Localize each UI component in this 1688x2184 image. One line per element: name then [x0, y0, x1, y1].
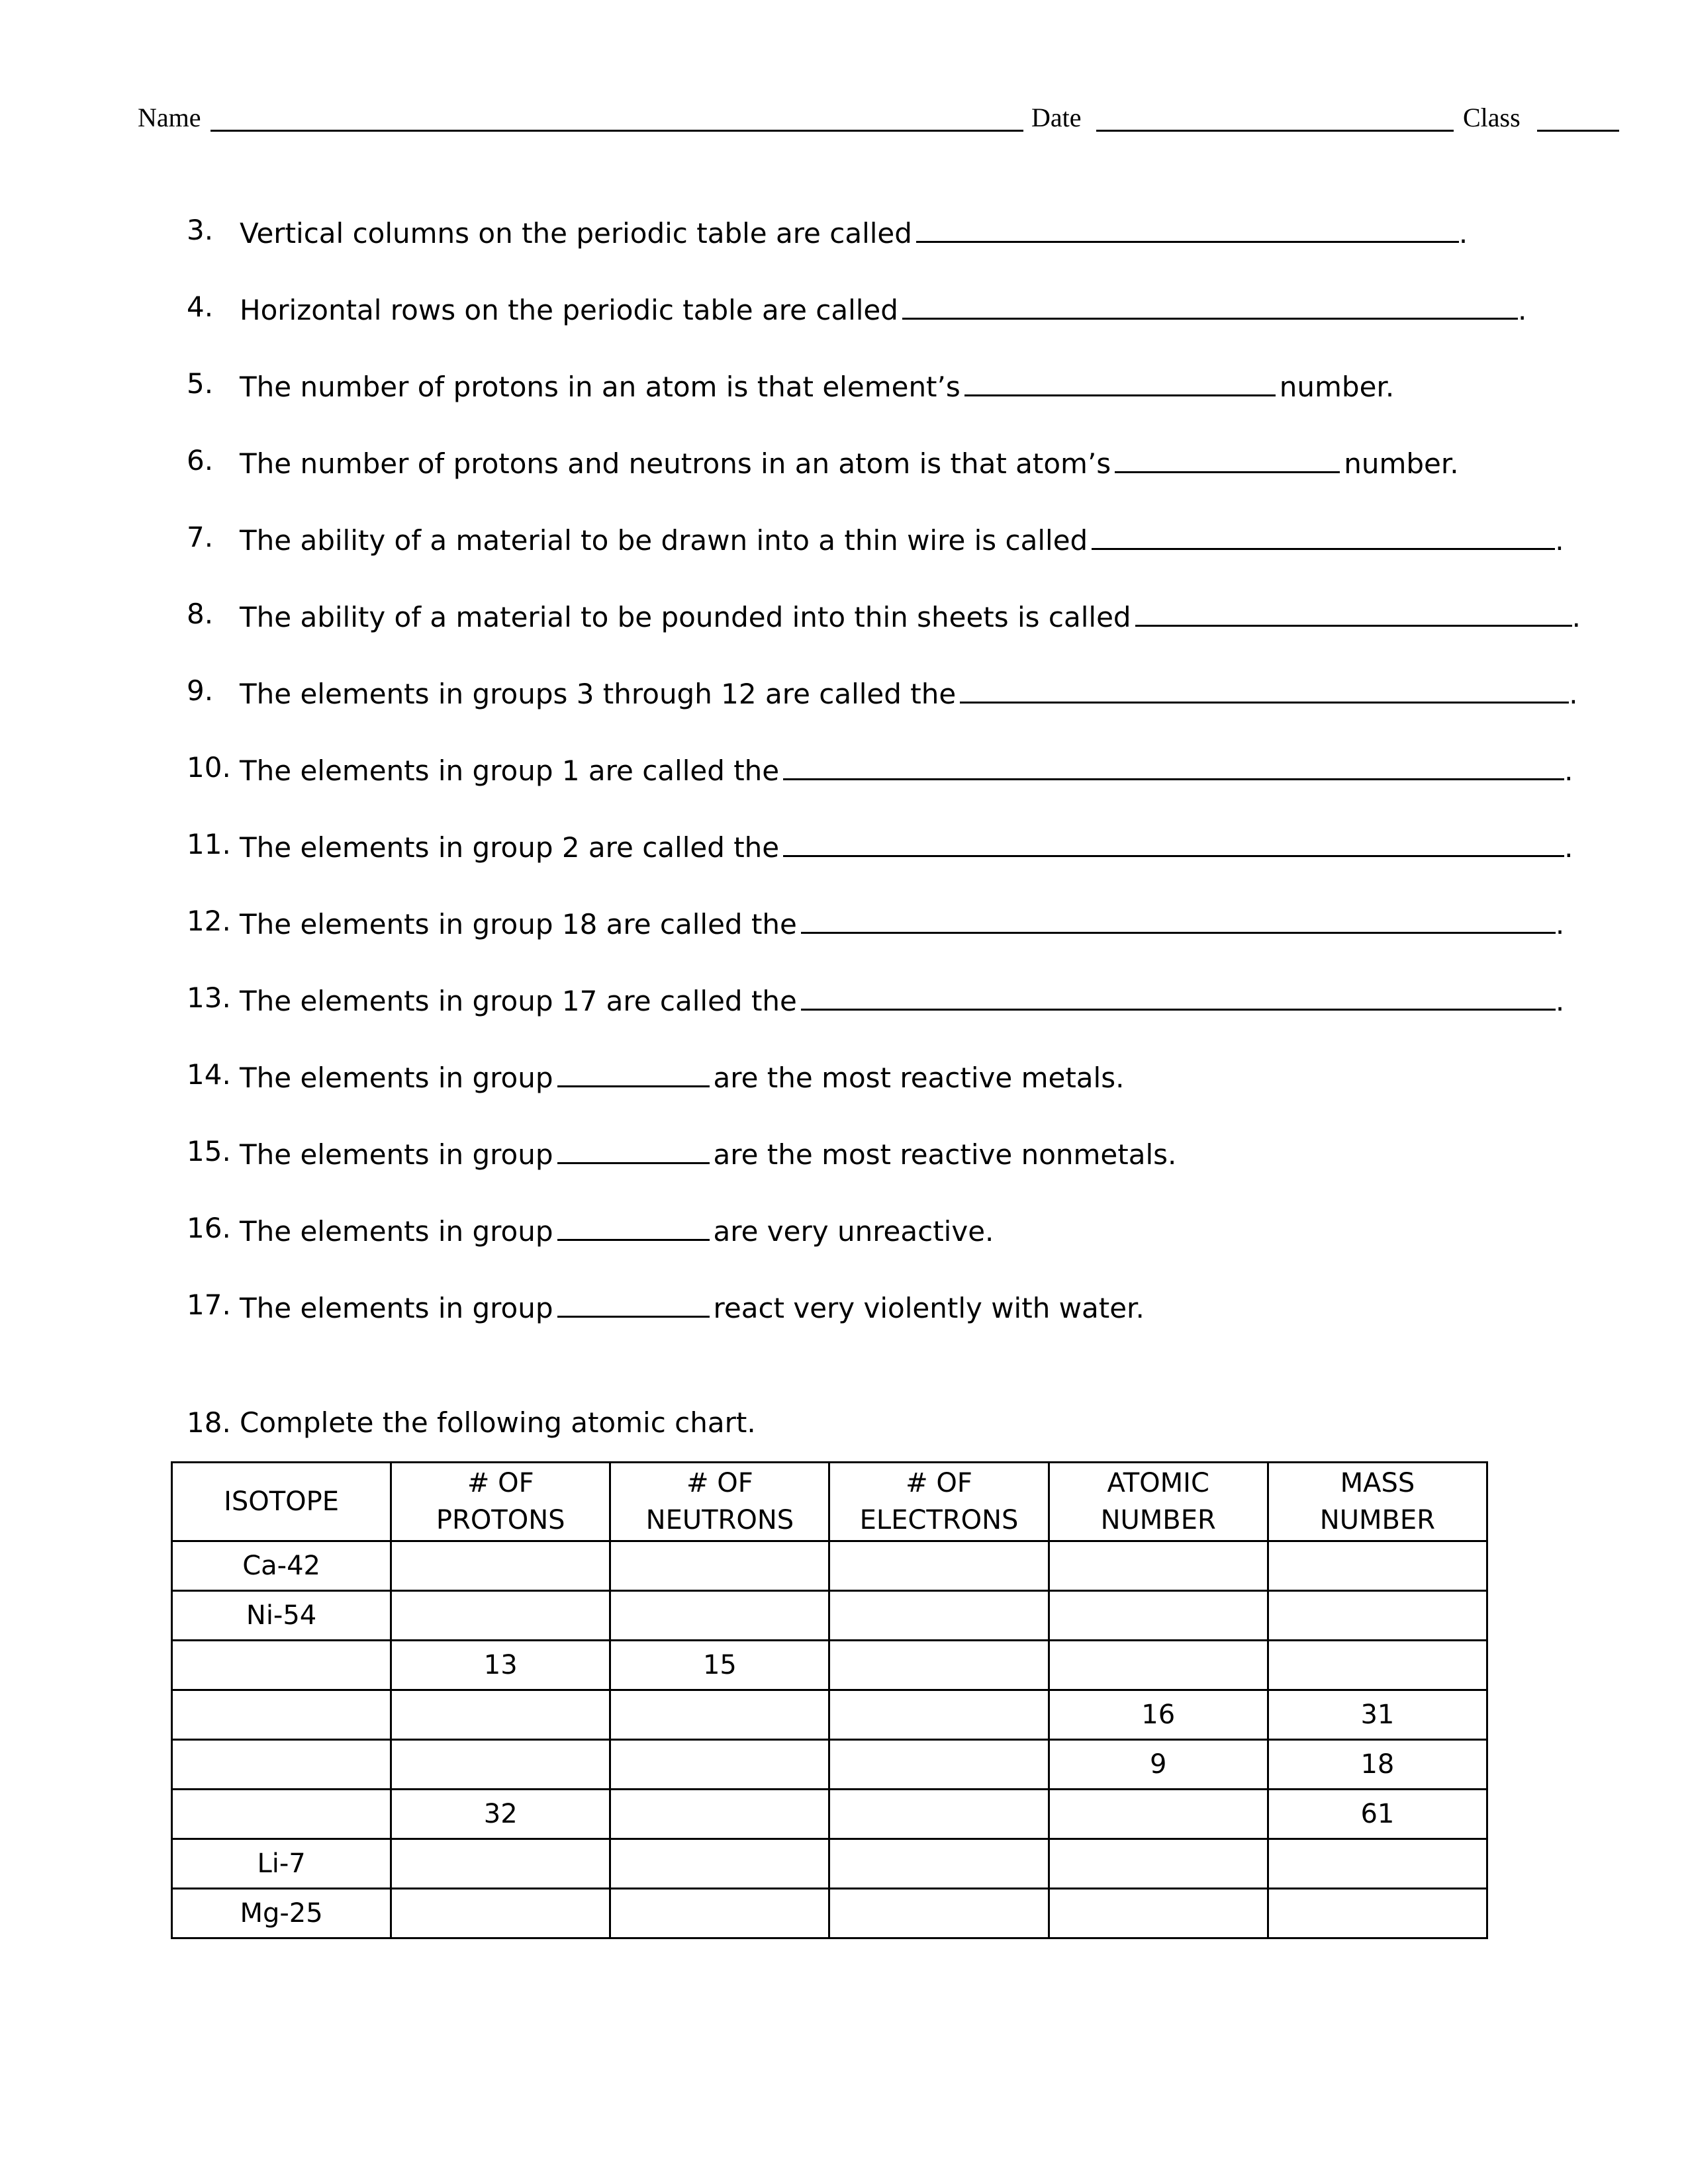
question-text: [240, 594, 1581, 637]
table-cell: 18: [1268, 1740, 1487, 1790]
answer-blank[interactable]: [1115, 441, 1340, 473]
question-item: [187, 671, 1577, 748]
table-cell: Li-7: [172, 1839, 391, 1889]
question-item: [187, 1285, 1577, 1362]
question-item: [187, 210, 1577, 287]
column-header-line: ISOTOPE: [224, 1486, 340, 1517]
question-prompt: The elements in group: [240, 1062, 553, 1094]
table-cell[interactable]: [1268, 1641, 1487, 1690]
table-row: [172, 1889, 1487, 1938]
question-number: 11.: [187, 828, 231, 860]
table-cell[interactable]: [391, 1740, 610, 1790]
table-cell[interactable]: [391, 1690, 610, 1740]
question-suffix: .: [1569, 678, 1578, 710]
question-prompt: The elements in group: [240, 1292, 553, 1324]
question-suffix: number.: [1279, 371, 1395, 403]
question-item: [187, 901, 1577, 978]
question-item: [187, 825, 1577, 901]
question-text: [240, 1055, 1124, 1098]
table-cell[interactable]: [829, 1690, 1049, 1740]
question-prompt: The number of protons and neutrons in an atom is that atom’s: [240, 447, 1111, 480]
table-cell[interactable]: [391, 1541, 610, 1591]
question-prompt: The elements in groups 3 through 12 are called the: [240, 678, 957, 710]
table-cell[interactable]: [829, 1541, 1049, 1591]
table-cell[interactable]: [610, 1690, 829, 1740]
column-header-line: ELECTRONS: [859, 1505, 1019, 1535]
date-field[interactable]: [1096, 130, 1454, 132]
answer-blank[interactable]: [557, 1132, 710, 1164]
question-number: 15.: [187, 1135, 231, 1167]
question-prompt: The elements in group 2 are called the: [240, 831, 780, 864]
table-cell[interactable]: [391, 1839, 610, 1889]
question-prompt: The elements in group 1 are called the: [240, 754, 780, 787]
question-text: [240, 1208, 994, 1251]
question-text: [240, 825, 1573, 868]
question-suffix: are very unreactive.: [713, 1215, 994, 1248]
column-header: [610, 1463, 829, 1541]
question-number: 9.: [187, 674, 214, 707]
table-body: [172, 1541, 1487, 1938]
answer-blank[interactable]: [964, 364, 1276, 396]
question-number: 7.: [187, 521, 214, 553]
table-row: [172, 1541, 1487, 1591]
answer-blank[interactable]: [783, 748, 1564, 780]
question-item: [187, 518, 1577, 594]
table-cell[interactable]: [610, 1839, 829, 1889]
table-cell: 15: [610, 1641, 829, 1690]
question-suffix: react very violently with water.: [713, 1292, 1145, 1324]
question-list: [187, 210, 1581, 1362]
column-header-line: PROTONS: [436, 1505, 565, 1535]
table-row: [172, 1591, 1487, 1641]
column-header-line: # OF: [467, 1468, 534, 1498]
table-cell[interactable]: [829, 1740, 1049, 1790]
column-header-line: NUMBER: [1100, 1505, 1216, 1535]
column-header: [391, 1463, 610, 1541]
table-cell[interactable]: [172, 1641, 391, 1690]
question-suffix: .: [1564, 754, 1573, 787]
answer-blank[interactable]: [916, 210, 1459, 243]
question-number: 16.: [187, 1212, 231, 1244]
table-header-row: [172, 1463, 1487, 1541]
table-cell[interactable]: [1049, 1839, 1268, 1889]
question-suffix: .: [1555, 908, 1565, 940]
question-suffix: are the most reactive metals.: [713, 1062, 1125, 1094]
date-label: Date: [1031, 103, 1082, 132]
answer-blank[interactable]: [557, 1285, 710, 1318]
question-text: [240, 748, 1573, 791]
table-cell[interactable]: [829, 1641, 1049, 1690]
question-text: Complete the following atomic chart.: [240, 1406, 756, 1439]
table-cell: Ca-42: [172, 1541, 391, 1591]
question-suffix: .: [1555, 985, 1565, 1017]
answer-blank[interactable]: [801, 978, 1556, 1011]
question-text: [240, 287, 1526, 330]
table-row: [172, 1740, 1487, 1790]
column-header: [172, 1463, 391, 1541]
question-prompt: The elements in group 18 are called the: [240, 908, 797, 940]
table-cell[interactable]: [1049, 1790, 1268, 1839]
table-cell[interactable]: [172, 1690, 391, 1740]
question-suffix: .: [1555, 524, 1564, 557]
question-suffix: .: [1458, 217, 1468, 250]
table-cell[interactable]: [1049, 1591, 1268, 1641]
answer-blank[interactable]: [783, 825, 1564, 857]
question-item: [187, 1208, 1577, 1285]
table-cell[interactable]: [1049, 1541, 1268, 1591]
question-item: [187, 441, 1577, 518]
question-suffix: .: [1517, 294, 1527, 326]
table-cell[interactable]: [829, 1839, 1049, 1889]
question-item: [187, 1055, 1577, 1132]
table-row: [172, 1839, 1487, 1889]
answer-blank[interactable]: [1092, 518, 1555, 550]
table-cell: 32: [391, 1790, 610, 1839]
table-cell: Mg-25: [172, 1889, 391, 1938]
question-number: 13.: [187, 981, 231, 1014]
question-suffix: number.: [1344, 447, 1459, 480]
question-item: [187, 364, 1577, 441]
table-cell[interactable]: [1268, 1889, 1487, 1938]
question-item: [187, 1132, 1577, 1208]
question-text: [240, 518, 1564, 561]
table-cell[interactable]: [610, 1591, 829, 1641]
question-number: 18.: [187, 1406, 231, 1439]
question-text: [240, 978, 1564, 1021]
question-text: [240, 1132, 1176, 1175]
question-number: 10.: [187, 751, 231, 784]
question-prompt: Horizontal rows on the periodic table are called: [240, 294, 898, 326]
table-cell: 9: [1049, 1740, 1268, 1790]
answer-blank[interactable]: [1135, 594, 1572, 627]
question-prompt: The elements in group 17 are called the: [240, 985, 797, 1017]
column-header-line: MASS: [1340, 1468, 1415, 1498]
table-row: [172, 1690, 1487, 1740]
question-text: [240, 441, 1459, 484]
column-header: [829, 1463, 1049, 1541]
column-header-line: NUMBER: [1319, 1505, 1435, 1535]
column-header-line: # OF: [906, 1468, 972, 1498]
question-number: 14.: [187, 1058, 231, 1091]
answer-blank[interactable]: [557, 1055, 710, 1087]
question-suffix: are the most reactive nonmetals.: [713, 1138, 1177, 1171]
table-cell[interactable]: [172, 1740, 391, 1790]
worksheet-header: [138, 98, 1561, 138]
question-number: 6.: [187, 444, 214, 477]
table-cell[interactable]: [829, 1591, 1049, 1641]
question-prompt: The number of protons in an atom is that element’s: [240, 371, 961, 403]
column-header: [1049, 1463, 1268, 1541]
answer-blank[interactable]: [902, 287, 1518, 320]
question-prompt: Vertical columns on the periodic table are called: [240, 217, 912, 250]
question-number: 8.: [187, 598, 214, 630]
question-item: [187, 978, 1577, 1055]
table-row: [172, 1641, 1487, 1690]
table-cell: 16: [1049, 1690, 1268, 1740]
atomic-chart-table: [171, 1461, 1488, 1939]
column-header: [1268, 1463, 1487, 1541]
name-field[interactable]: [211, 130, 1023, 132]
question-18: [187, 1403, 756, 1443]
table-cell: Ni-54: [172, 1591, 391, 1641]
table-cell[interactable]: [610, 1889, 829, 1938]
question-suffix: .: [1571, 601, 1581, 633]
class-field[interactable]: [1537, 130, 1619, 132]
question-text: [240, 210, 1468, 253]
answer-blank[interactable]: [960, 671, 1569, 704]
question-suffix: .: [1564, 831, 1573, 864]
question-text: [240, 1285, 1145, 1328]
table-cell[interactable]: [610, 1541, 829, 1591]
question-text: [240, 671, 1578, 714]
table-cell[interactable]: [391, 1889, 610, 1938]
answer-blank[interactable]: [801, 901, 1556, 934]
table-row: [172, 1790, 1487, 1839]
answer-blank[interactable]: [557, 1208, 710, 1241]
question-number: 5.: [187, 367, 214, 400]
question-text: [240, 364, 1394, 407]
table-cell: 13: [391, 1641, 610, 1690]
question-prompt: The elements in group: [240, 1138, 553, 1171]
question-item: [187, 287, 1577, 364]
question-number: 17.: [187, 1289, 231, 1321]
question-number: 3.: [187, 214, 214, 246]
table-cell[interactable]: [172, 1790, 391, 1839]
question-item: [187, 594, 1581, 671]
table-cell[interactable]: [610, 1740, 829, 1790]
table-cell[interactable]: [1049, 1641, 1268, 1690]
name-label: Name: [138, 103, 201, 132]
table-cell[interactable]: [1049, 1889, 1268, 1938]
table-cell[interactable]: [829, 1790, 1049, 1839]
question-prompt: The ability of a material to be drawn into a thin wire is called: [240, 524, 1088, 557]
column-header-line: ATOMIC: [1107, 1468, 1209, 1498]
question-text: [240, 901, 1564, 944]
question-number: 12.: [187, 905, 231, 937]
table-cell[interactable]: [391, 1591, 610, 1641]
question-prompt: The elements in group: [240, 1215, 553, 1248]
class-label: Class: [1463, 103, 1521, 132]
table-cell: 31: [1268, 1690, 1487, 1740]
table-cell[interactable]: [1268, 1591, 1487, 1641]
table-cell[interactable]: [1268, 1541, 1487, 1591]
column-header-line: NEUTRONS: [645, 1505, 794, 1535]
table-cell[interactable]: [1268, 1839, 1487, 1889]
question-number: 4.: [187, 291, 214, 323]
question-prompt: The ability of a material to be pounded into thin sheets is called: [240, 601, 1131, 633]
table-cell[interactable]: [610, 1790, 829, 1839]
table-cell[interactable]: [829, 1889, 1049, 1938]
table-cell: 61: [1268, 1790, 1487, 1839]
question-item: [187, 748, 1577, 825]
column-header-line: # OF: [686, 1468, 753, 1498]
